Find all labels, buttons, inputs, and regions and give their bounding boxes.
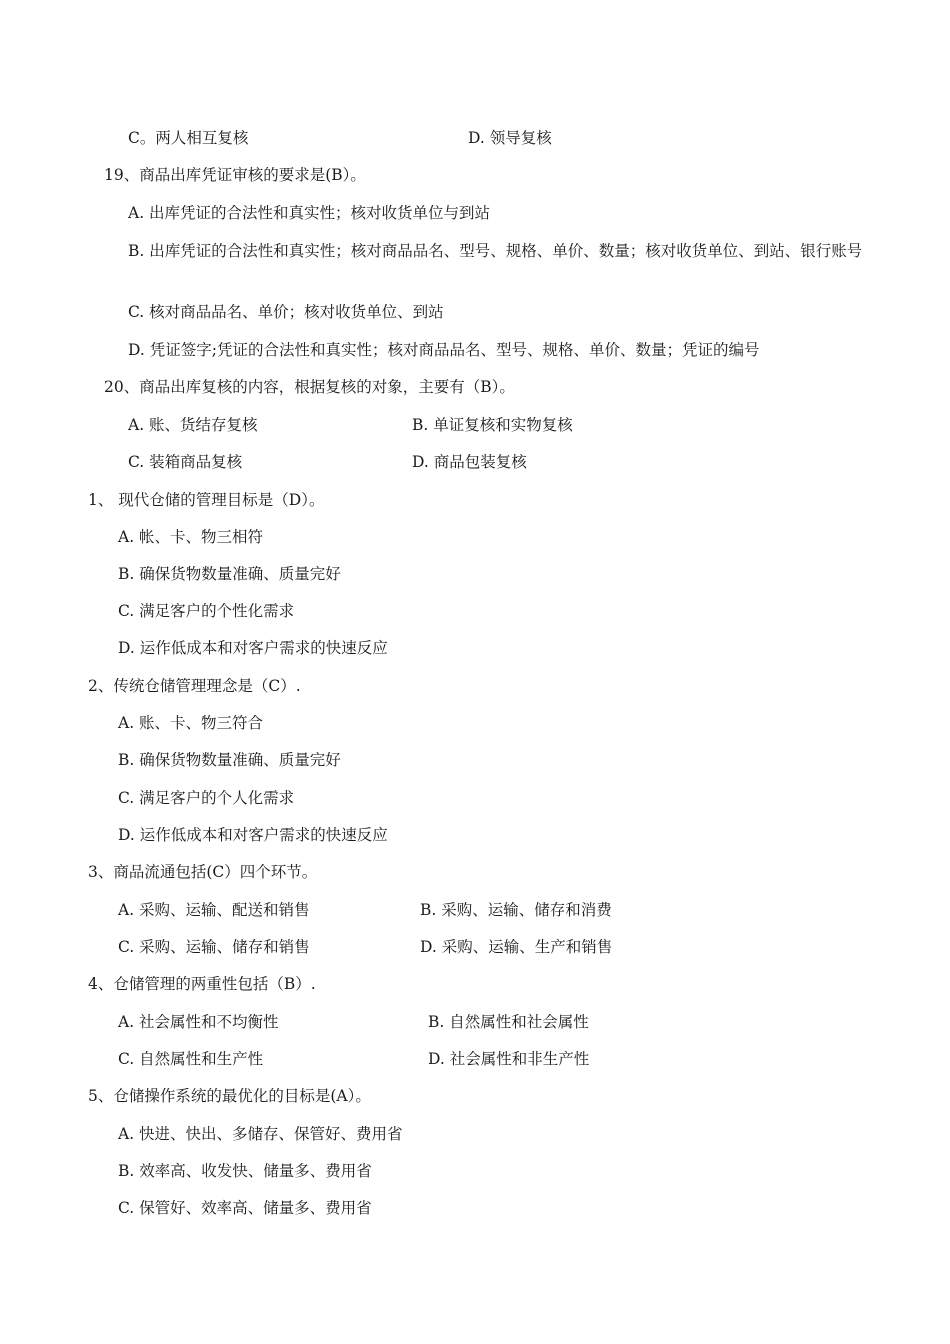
s4-option-d: D. 社会属性和非生产性 (428, 1050, 590, 1068)
s2-option-c: C. 满足客户的个人化需求 (118, 789, 295, 807)
q19-option-b: B. 出库凭证的合法性和真实性；核对商品品名、型号、规格、单价、数量；核对收货单位、到站、银行账号 (128, 242, 863, 260)
q20-option-d: D. 商品包装复核 (412, 453, 527, 471)
q18-option-d: D. 领导复核 (468, 129, 552, 147)
s5-option-b: B. 效率高、收发快、储量多、费用省 (118, 1162, 372, 1180)
s4-option-a: A. 社会属性和不均衡性 (118, 1013, 279, 1031)
s5-stem: 5、仓储操作系统的最优化的目标是(A）。 (88, 1087, 371, 1105)
s1-option-d: D. 运作低成本和对客户需求的快速反应 (118, 639, 388, 657)
s4-option-c: C. 自然属性和生产性 (118, 1050, 264, 1068)
s3-option-c: C. 采购、运输、储存和销售 (118, 938, 310, 956)
s4-stem: 4、仓储管理的两重性包括（B）. (88, 975, 316, 993)
q19-stem: 19、商品出库凭证审核的要求是(B）。 (104, 166, 366, 184)
s1-option-a: A. 帐、卡、物三相符 (118, 528, 264, 546)
s5-option-a: A. 快进、快出、多储存、保管好、费用省 (118, 1125, 403, 1143)
q20-option-a: A. 账、货结存复核 (128, 416, 258, 434)
s3-option-b: B. 采购、运输、储存和消费 (420, 901, 612, 919)
q19-option-d: D. 凭证签字;凭证的合法性和真实性；核对商品品名、型号、规格、单价、数量；凭证的编号 (128, 341, 760, 359)
s3-option-a: A. 采购、运输、配送和销售 (118, 901, 310, 919)
s3-option-d: D. 采购、运输、生产和销售 (420, 938, 613, 956)
s2-option-d: D. 运作低成本和对客户需求的快速反应 (118, 826, 388, 844)
s3-stem: 3、商品流通包括(C）四个环节。 (88, 863, 318, 881)
s1-option-b: B. 确保货物数量准确、质量完好 (118, 565, 341, 583)
s1-option-c: C. 满足客户的个性化需求 (118, 602, 295, 620)
q20-stem: 20、商品出库复核的内容，根据复核的对象，主要有（B）。 (104, 378, 515, 396)
s2-stem: 2、传统仓储管理理念是（C）. (88, 677, 301, 695)
q20-option-b: B. 单证复核和实物复核 (412, 416, 573, 434)
q20-option-c: C. 装箱商品复核 (128, 453, 243, 471)
s1-stem: 1、 现代仓储的管理目标是（D）。 (88, 491, 325, 509)
s5-option-c: C. 保管好、效率高、储量多、费用省 (118, 1199, 372, 1217)
q19-option-a: A. 出库凭证的合法性和真实性；核对收货单位与到站 (128, 204, 491, 222)
s4-option-b: B. 自然属性和社会属性 (428, 1013, 589, 1031)
q18-option-c: C。两人相互复核 (128, 129, 249, 147)
s2-option-b: B. 确保货物数量准确、质量完好 (118, 751, 341, 769)
q19-option-c: C. 核对商品品名、单价；核对收货单位、到站 (128, 303, 444, 321)
s2-option-a: A. 账、卡、物三符合 (118, 714, 264, 732)
